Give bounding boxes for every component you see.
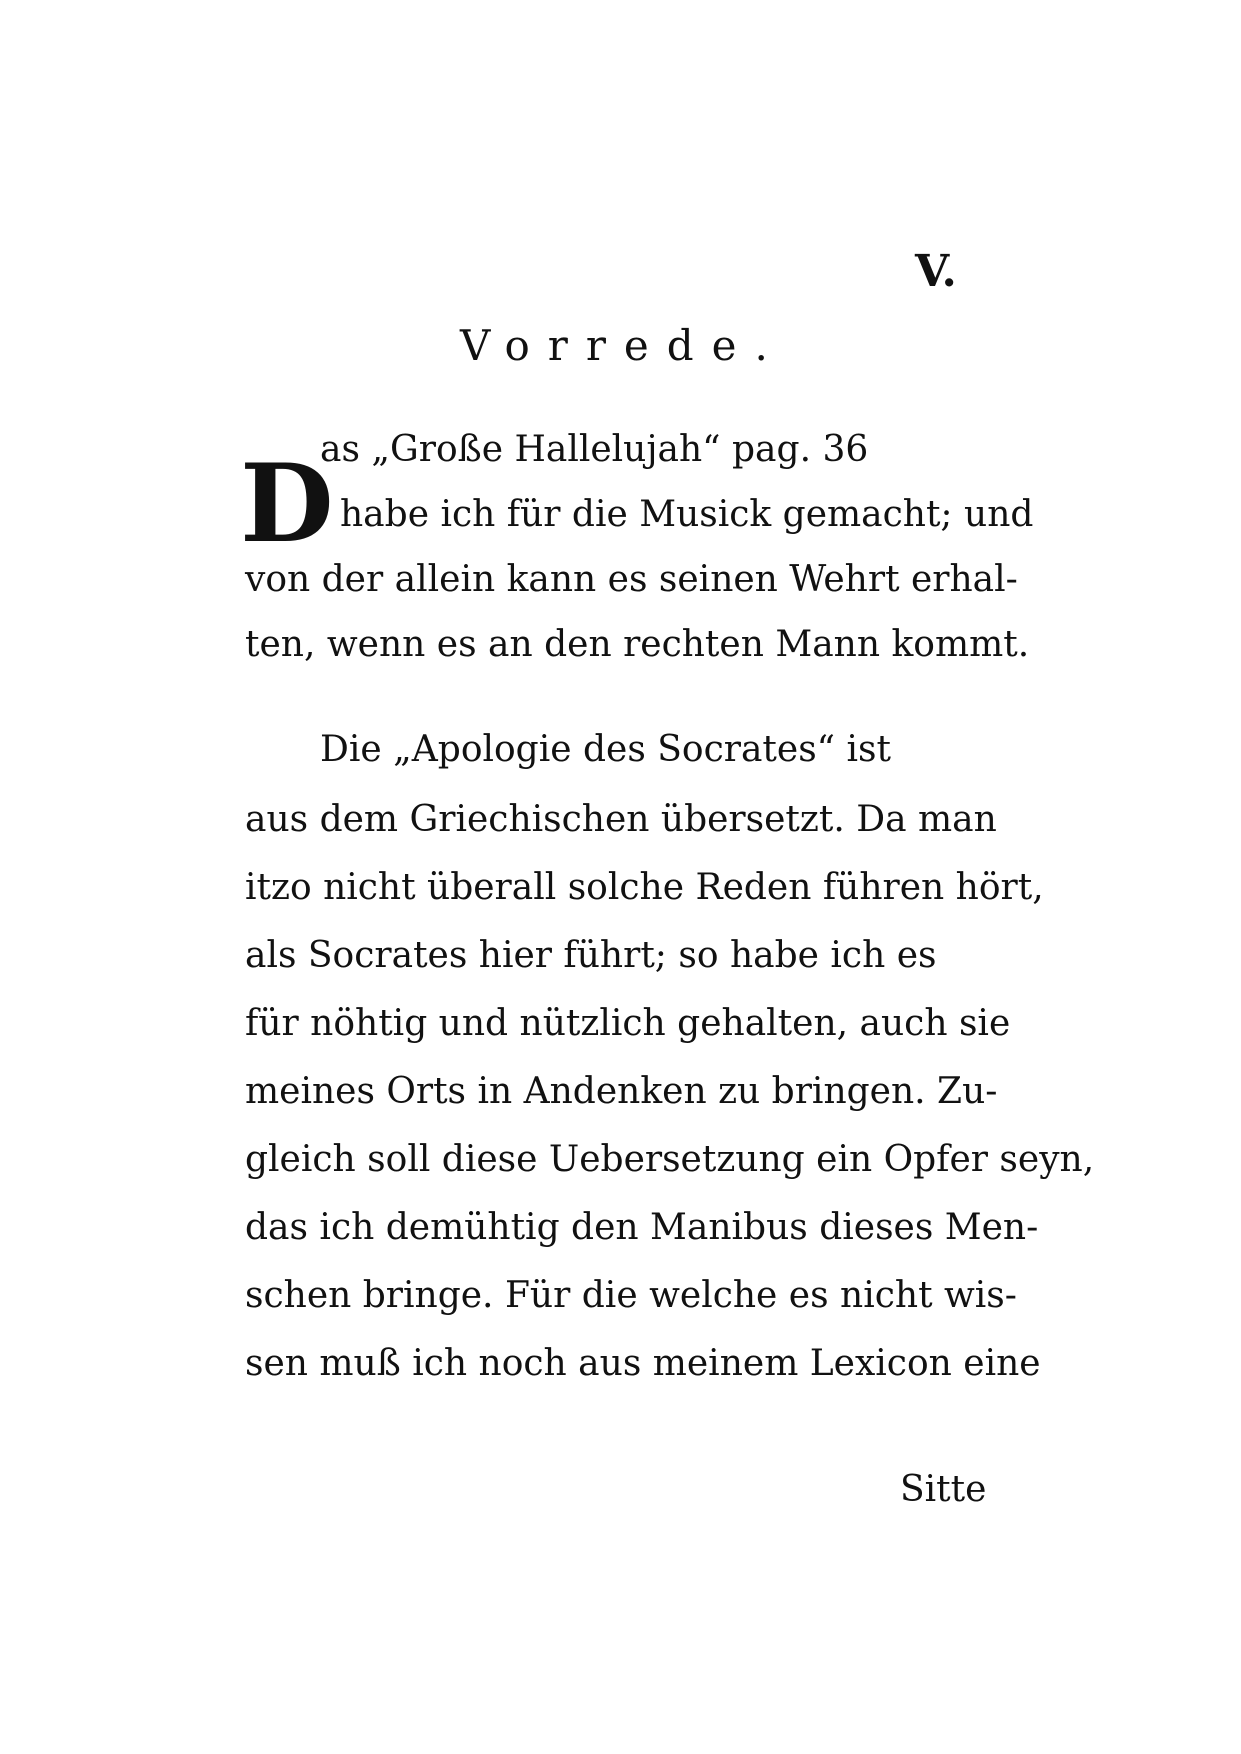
text-line: Die „Apologie des Socrates“ ist bbox=[320, 729, 891, 770]
catchword: Sitte bbox=[900, 1469, 987, 1510]
page-heading: Vorrede. bbox=[460, 321, 786, 370]
text-line: gleich soll diese Uebersetzung ein Opfer seyn, bbox=[245, 1139, 1095, 1180]
page-number: V. bbox=[915, 246, 957, 297]
text-line: sen muß ich noch aus meinem Lexicon eine bbox=[245, 1343, 1041, 1384]
text-line: das ich demühtig den Manibus dieses Men- bbox=[245, 1207, 1039, 1248]
text-line: für nöhtig und nützlich gehalten, auch sie bbox=[245, 1003, 1011, 1044]
text-line: meines Orts in Andenken zu bringen. Zu- bbox=[245, 1071, 998, 1112]
text-line: aus dem Griechischen übersetzt. Da man bbox=[245, 799, 997, 840]
text-line: von der allein kann es seinen Wehrt erhal- bbox=[245, 559, 1018, 600]
text-line: ten, wenn es an den rechten Mann kommt. bbox=[245, 624, 1030, 665]
text-line: als Socrates hier führt; so habe ich es bbox=[245, 935, 937, 976]
text-line: habe ich für die Musick gemacht; und bbox=[340, 494, 1034, 535]
text-line: itzo nicht überall solche Reden führen hört, bbox=[245, 867, 1044, 908]
text-line: as „Große Hallelujah“ pag. 36 bbox=[320, 429, 869, 470]
drop-capital: D bbox=[240, 441, 334, 567]
text-line: schen bringe. Für die welche es nicht wis- bbox=[245, 1275, 1017, 1316]
